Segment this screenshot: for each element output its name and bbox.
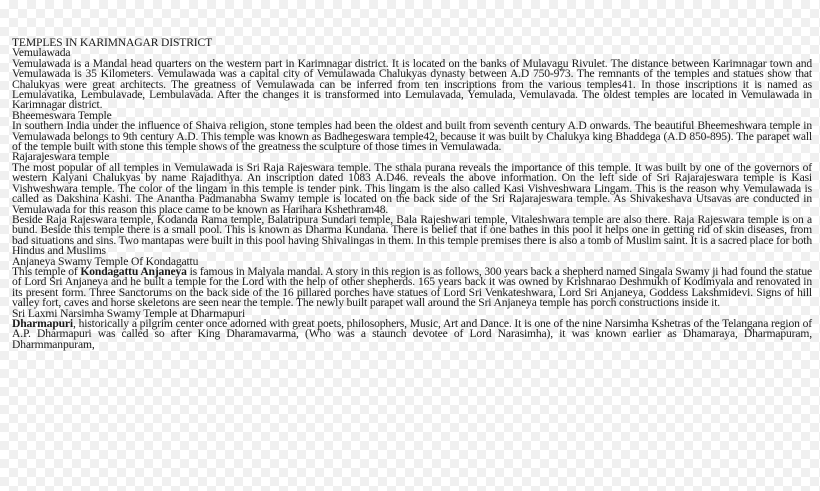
paragraph-rajarajeswara-continued: Beside Raja Rajeswara temple, Kodanda Rama temple, Balatripura Sundari temple, Bala Rajeshwari temple, Vitaleshwara temple are also there. Raja Rajeswara temple is on a bund. Beside this temple there is a small pool. This is known as Dharma Kundana. There is belief that if one bathes in this pool it helps one in getting rid of skin diseases, from bad situations and sins. Two mantapas were built in this pool having Shivalingas in them. In this temple premises there is also a tomb of Muslim saint. It is a sacred place for both Hindus and Muslims: [12, 212, 812, 258]
paragraph-anjaneya: [12, 264, 812, 310]
paragraph-narsimha-rest: , historically a pilgrim center once adorned with great poets, philosophers, Music, Art and Dance. It is one of the nine Narsimha Kshetras of the Telangana region of A.P. Dharmapuri was called so after King Dharamavarma, (Who was a staunch devotee of Lord Narasimha), it was known earlier as Dhamaraya, Dharmapuram, Dharmmanpuram,: [12, 316, 812, 351]
document-title: TEMPLES IN KARIMNAGAR DISTRICT: [12, 36, 213, 49]
paragraph-narsimha-bold: Dharmapuri: [12, 316, 73, 330]
document-body: [12, 38, 812, 350]
paragraph-narsimha: [12, 316, 812, 351]
section-heading-bheemeswara: Bheemeswara Temple: [12, 108, 112, 122]
section-heading-anjaneya: Anjaneya Swamy Temple Of Kondagattu: [12, 254, 199, 268]
paragraph-vemulawada: Vemulawada is a Mandal head quarters on the western part in Karimnagar district. It is located on the banks of Mulavagu Rivulet. The distance between Karimnagar town and Vemulawada is 35 Kilometers. Vemulawada was a capital city of Vemulawada Chalukyas dynasty between A.D 750-973. The remnants of the temples and statues show that Chalukyas were great architects. The greatness of Vemulawada can be inferred from ten inscriptions from the various temples41. In those inscriptions it is named as Lemulavatika, Lembulavade, Lembulavada. After the changes it is transformed into Lemulavada, Yemulada, Vemulavada. The oldest temples are located in Vemulawada in Karimnagar district.: [12, 56, 812, 112]
paragraph-anjaneya-bold: Kondagattu Anjaneya: [80, 264, 187, 278]
paragraph-rajarajeswara: The most popular of all temples in Vemulawada is Sri Raja Rajeswara temple. The sthala purana reveals the importance of this temple. It was built by one of the governors of western Kalyani Chalukyas by name Rajadithya. An inscription dated 1083 A.D46. reveals the above information. On the left side of Sri Rajarajeswara temple is Kasi Vishweshwara temple. The color of the lingam in this temple is tender pink. This lingam is the also called Kasi Vishveshwara Lingam. This is the reason why Vemulawada is called as Dakshina Kashi. The Anantha Padmanabha Swamy temple is located on the back side of the Sri Rajarajeswara temple. As Shivakeshava Utsavas are conducted in Vemulawada for this reason this place came to be known as Harihara Kshethram48.: [12, 160, 812, 216]
section-heading-narsimha: Sri Laxmi Narsimha Swamy Temple at Dharmapuri: [12, 306, 246, 320]
paragraph-anjaneya-lead: This temple of: [12, 264, 81, 278]
section-heading-vemulawada: Vemulawada: [12, 46, 71, 60]
paragraph-anjaneya-rest: is famous in Malyala mandal. A story in this region is as follows, 300 years back a shepherd named Singala Swamy ji had found the statue of Lord Sri Anjaneya and he built a temple for the Lord with the help of other shepherds. 165 years back it was owned by Krishnarao Deshmukh of Kodimyala and renovated in its present form. Three Sanctorums on the back side of the 16 pillared porches have statues of Lord Sri Venkateshwara, Lord Sri Anjaneya, Goddess Lakshmidevi. Signs of hill valley fort, caves and horse skeletons are seen near the temple. The newly built parapet wall around the Sri Anjaneya temple has porch constructions inside it.: [12, 264, 812, 310]
section-heading-rajarajeswara: Rajarajeswara temple: [12, 150, 110, 164]
paragraph-bheemeswara: In southern India under the influence of Shaiva religion, stone temples had been the oldest and built from seventh century A.D onwards. The beautiful Bheemeshwara temple in Vemulawada belongs to 9th century A.D. This temple was known as Badhegeswara temple42, because it was built by Chalukya king Bhaddega (A.D 850-895). The parapet wall of the temple built with stone this temple shows of the greatness the sculpture of those times in Vemulawada.: [12, 119, 812, 154]
